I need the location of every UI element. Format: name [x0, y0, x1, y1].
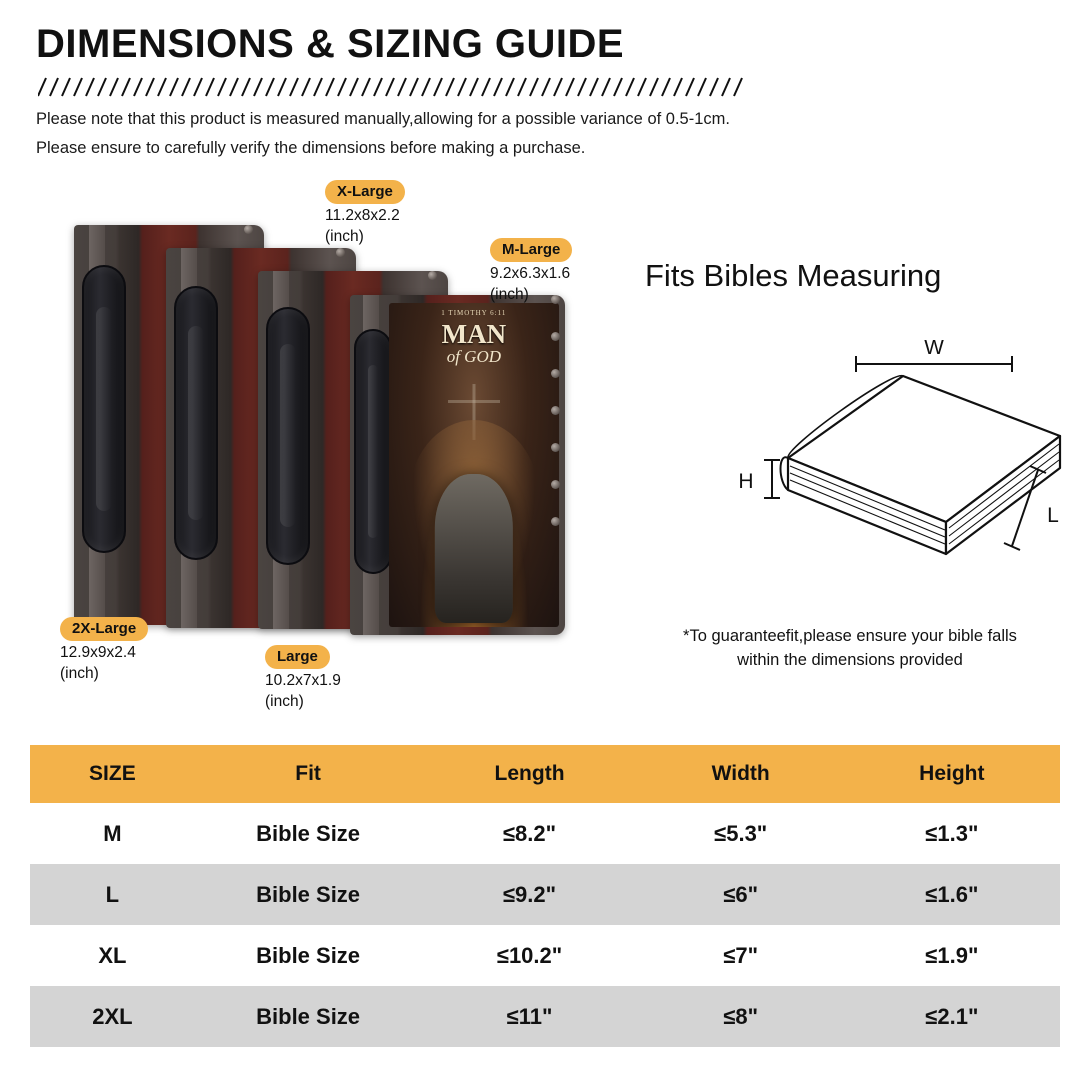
cell-width: ≤7": [638, 925, 844, 986]
svg-text:L: L: [1047, 504, 1059, 527]
bible-dimension-diagram: [660, 340, 1070, 600]
size-chart-table: [30, 745, 1060, 1047]
fits-bibles-heading: Fits Bibles Measuring: [645, 258, 942, 293]
cell-length: ≤11": [421, 986, 637, 1047]
table-header-row: [30, 745, 1060, 803]
cross-icon: [448, 400, 500, 403]
cell-width: ≤5.3": [638, 803, 844, 864]
size-badge-large: Large: [265, 645, 330, 669]
cell-height: ≤2.1": [844, 986, 1060, 1047]
page-title: DIMENSIONS & SIZING GUIDE: [36, 22, 625, 66]
product-case-m-large: [350, 295, 565, 635]
callout-large: [265, 645, 341, 712]
product-size-illustration: [0, 175, 640, 735]
case-body: [350, 295, 565, 635]
table-header-length: Length: [421, 745, 637, 803]
cell-length: ≤9.2": [421, 864, 637, 925]
cell-fit: Bible Size: [195, 864, 422, 925]
callout-2x-large: [60, 617, 148, 684]
cell-length: ≤8.2": [421, 803, 637, 864]
size-dims-large: 10.2x7x1.9: [265, 672, 341, 689]
cover-art-line-1: MAN: [441, 319, 507, 349]
table-header-height: Height: [844, 745, 1060, 803]
case-handle: [174, 286, 218, 560]
callout-x-large: [325, 180, 405, 247]
size-badge-x-large: X-Large: [325, 180, 405, 204]
cover-art-verse: 1 TIMOTHY 6:11: [441, 309, 507, 317]
cell-length: ≤10.2": [421, 925, 637, 986]
table-header-fit: Fit: [195, 745, 422, 803]
measurement-note-line-1: Please note that this product is measured manually,allowing for a possible variance of 0.5-1cm.: [36, 110, 730, 128]
size-unit-large: (inch): [265, 693, 304, 711]
cell-width: ≤8": [638, 986, 844, 1047]
case-handle: [354, 329, 392, 574]
cell-width: ≤6": [638, 864, 844, 925]
cell-size: XL: [30, 925, 195, 986]
table-row: [30, 925, 1060, 986]
guarantee-note-line-1: *To guaranteefit,please ensure your bible falls: [683, 627, 1017, 645]
cover-art-line-2: of GOD: [446, 347, 501, 366]
cell-height: ≤1.6": [844, 864, 1060, 925]
cell-height: ≤1.9": [844, 925, 1060, 986]
case-handle: [82, 265, 126, 553]
cell-height: ≤1.3": [844, 803, 1060, 864]
svg-text:H: H: [738, 470, 754, 493]
size-unit-m-large: (inch): [490, 286, 529, 304]
table-header-width: Width: [638, 745, 844, 803]
callout-m-large: [490, 238, 572, 305]
cell-fit: Bible Size: [195, 803, 422, 864]
size-badge-m-large: M-Large: [490, 238, 572, 262]
table-row: [30, 864, 1060, 925]
table-row: [30, 803, 1060, 864]
cell-fit: Bible Size: [195, 925, 422, 986]
size-unit-x-large: (inch): [325, 228, 364, 246]
size-dims-x-large: 11.2x8x2.2: [325, 207, 400, 224]
cover-art-knight: [435, 474, 513, 623]
size-dims-m-large: 9.2x6.3x1.6: [490, 265, 571, 282]
svg-text:W: W: [924, 340, 944, 359]
case-rivets: [549, 295, 561, 635]
case-cover-art: [389, 303, 559, 627]
guarantee-note: [630, 625, 1070, 673]
hatch-divider: [38, 76, 750, 98]
measurement-note-line-2: Please ensure to carefully verify the dimensions before making a purchase.: [36, 139, 586, 157]
table-row: [30, 986, 1060, 1047]
cell-size: M: [30, 803, 195, 864]
guarantee-note-line-2: within the dimensions provided: [737, 650, 963, 669]
cell-fit: Bible Size: [195, 986, 422, 1047]
table-header-size: SIZE: [30, 745, 195, 803]
size-unit-2x-large: (inch): [60, 665, 99, 683]
cell-size: 2XL: [30, 986, 195, 1047]
size-badge-2x-large: 2X-Large: [60, 617, 148, 641]
size-dims-2x-large: 12.9x9x2.4: [60, 644, 136, 661]
case-handle: [266, 307, 310, 565]
cell-size: L: [30, 864, 195, 925]
